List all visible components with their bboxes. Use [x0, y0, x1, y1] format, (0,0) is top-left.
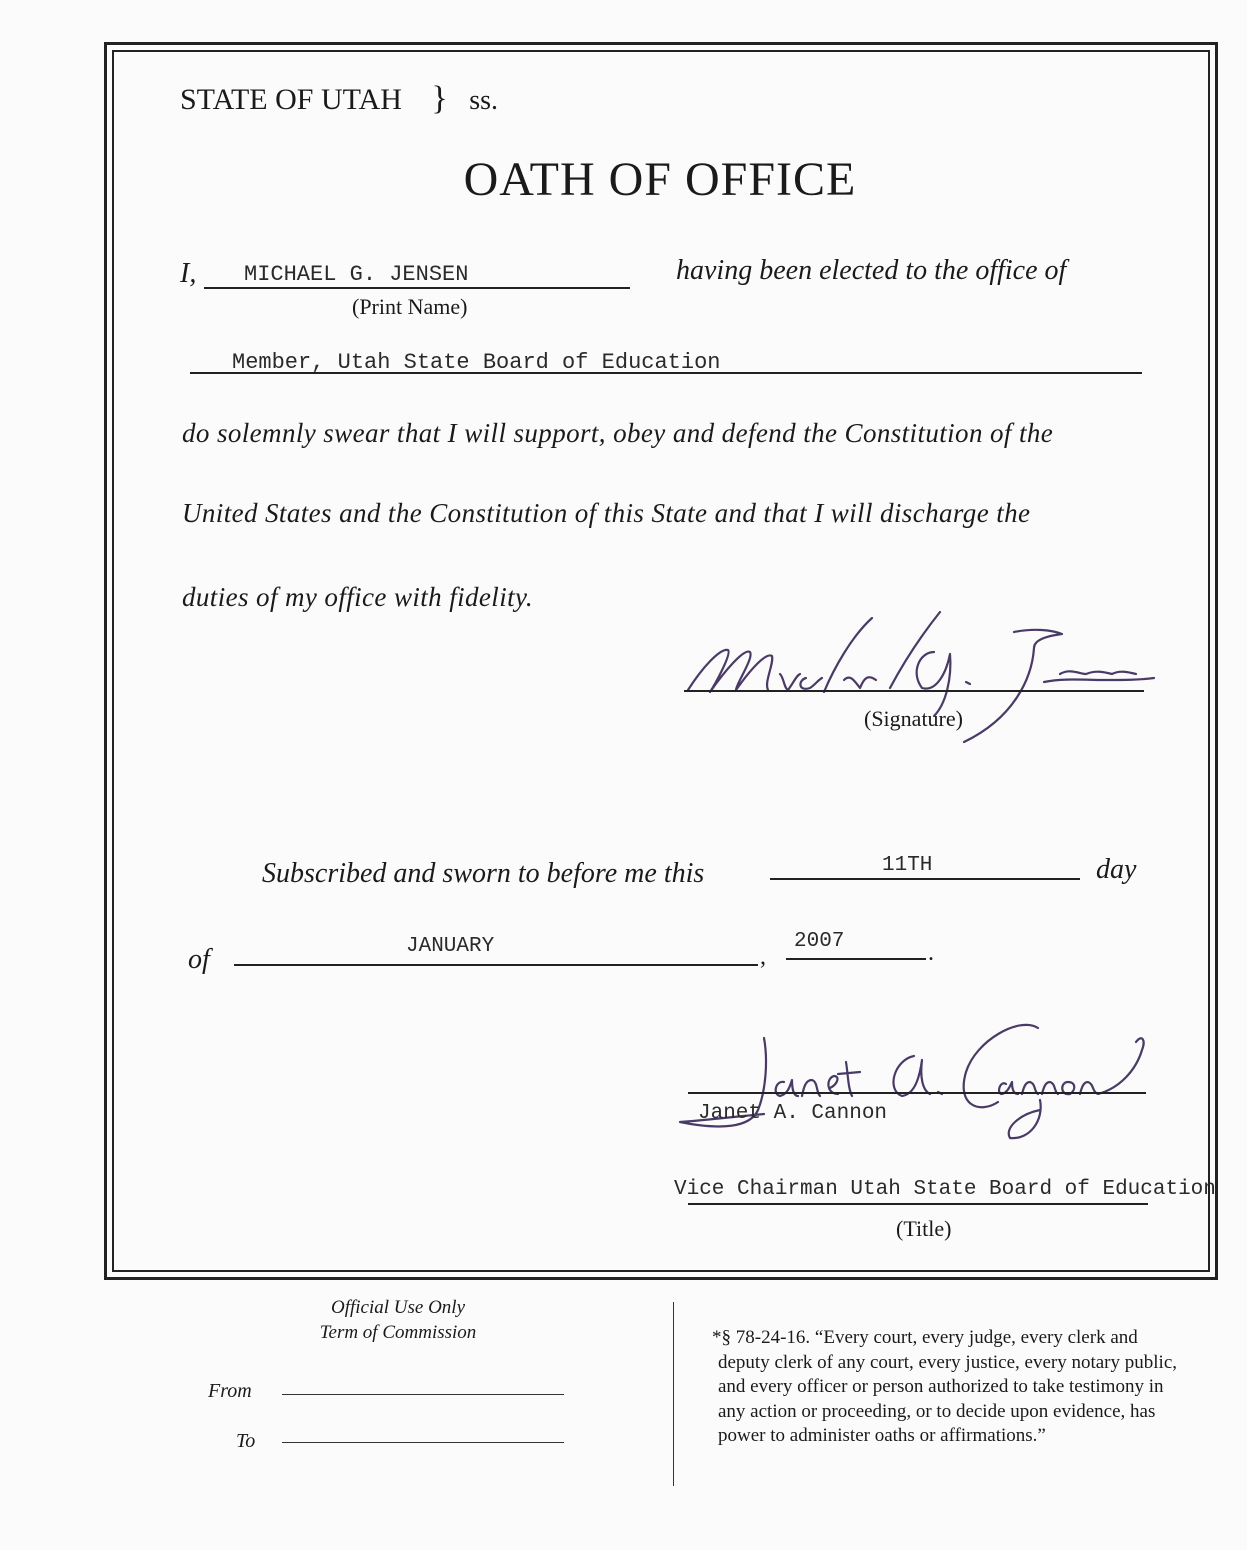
day-underline — [770, 878, 1080, 880]
name-underline — [204, 287, 630, 289]
statute-note — [712, 1326, 1177, 1449]
oath-body-line-1: do solemnly swear that I will support, obey and defend the Constitution of the — [182, 418, 1054, 448]
title-caption: (Title) — [896, 1216, 952, 1241]
ss-abbrev: ss. — [469, 85, 498, 116]
subscribed-text: Subscribed and sworn to before me this — [262, 858, 705, 889]
statute-line-1: *§ 78-24-16. “Every court, every judge, every clerk and — [712, 1327, 1138, 1348]
officer-signature — [680, 1010, 1160, 1150]
officer-signature-underline — [688, 1092, 1146, 1094]
statute-line-3: and every officer or person authorized to take testimony in — [718, 1376, 1164, 1397]
officer-title-field: Vice Chairman Utah State Board of Education — [674, 1178, 1216, 1201]
to-field — [282, 1442, 564, 1443]
from-field — [282, 1394, 564, 1395]
statute-line-5: power to administer oaths or affirmations.” — [718, 1425, 1046, 1446]
signature-caption: (Signature) — [864, 706, 963, 731]
from-label: From — [208, 1380, 252, 1402]
day-field: 11TH — [882, 854, 933, 877]
state-name: STATE OF UTAH — [180, 83, 402, 116]
month-underline — [234, 964, 758, 966]
day-word: day — [1096, 854, 1137, 885]
oath-body-line-3: duties of my office with fidelity. — [182, 582, 534, 612]
to-label: To — [236, 1430, 256, 1452]
office-underline — [190, 372, 1142, 374]
year-field: 2007 — [794, 930, 845, 953]
state-heading — [180, 80, 498, 118]
print-name-caption: (Print Name) — [352, 294, 468, 319]
title-underline — [688, 1203, 1148, 1205]
of-word: of — [188, 944, 210, 975]
page-title: OATH OF OFFICE — [463, 153, 857, 206]
period: . — [928, 940, 934, 966]
statute-line-4: any action or proceeding, or to decide upon evidence, has — [718, 1400, 1156, 1422]
signature-underline — [684, 690, 1144, 692]
statute-line-2: deputy clerk of any court, every justice, every notary public, — [718, 1351, 1177, 1373]
official-use-heading: Official Use Only — [330, 1297, 466, 1318]
oath-body-line-2: United States and the Constitution of this State and that I will discharge the — [182, 498, 1031, 528]
pronoun-i: I, — [180, 258, 197, 289]
brace: } — [431, 80, 448, 117]
month-field: JANUARY — [406, 935, 495, 958]
term-of-commission-heading: Term of Commission — [319, 1322, 477, 1343]
office-field: Member, Utah State Board of Education — [232, 350, 721, 375]
section-divider — [673, 1302, 674, 1486]
year-underline — [786, 958, 926, 960]
officer-printed-name: Janet A. Cannon — [698, 1102, 888, 1125]
comma: , — [760, 944, 766, 970]
name-field: MICHAEL G. JENSEN — [244, 262, 469, 287]
elected-text: having been elected to the office of — [676, 255, 1067, 286]
